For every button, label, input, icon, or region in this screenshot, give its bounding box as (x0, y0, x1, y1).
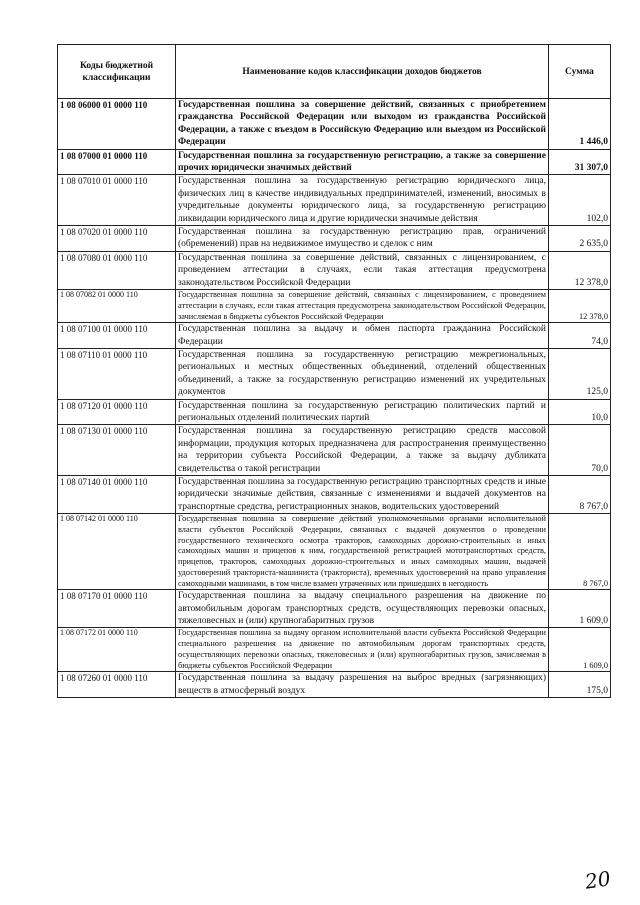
table-row (58, 590, 611, 628)
row-code: 1 08 06000 01 0000 110 (58, 99, 176, 150)
row-code: 1 08 07142 01 0000 110 (58, 514, 176, 590)
row-name: Государственная пошлина за совершение действий, связанных с лицензированием, с проведением аттестации в случаях, если такая аттестация предусмотрена законодательством Российской Федерации, зачисляемая в бюджеты субъектов Российской Федерации (176, 290, 549, 323)
header-name: Наименование кодов классификации доходов бюджетов (176, 45, 549, 99)
row-name: Государственная пошлина за выдачу и обмен паспорта гражданина Российской Федерации (176, 323, 549, 349)
table-header (58, 45, 611, 99)
row-code: 1 08 07140 01 0000 110 (58, 476, 176, 514)
row-sum: 10,0 (549, 399, 611, 425)
row-name: Государственная пошлина за государственную регистрацию, а также за совершение прочих юридически значимых действий (176, 149, 549, 175)
row-code: 1 08 07082 01 0000 110 (58, 290, 176, 323)
row-sum: 125,0 (549, 349, 611, 400)
row-code: 1 08 07020 01 0000 110 (58, 226, 176, 252)
row-name: Государственная пошлина за государственную регистрацию межрегиональных, региональных и местных общественных объединений, отделений общественных объединений, а также за государственную регистрацию изменений их учредительных документов (176, 349, 549, 400)
row-sum: 8 767,0 (549, 476, 611, 514)
row-name: Государственная пошлина за государственную регистрацию транспортных средств и иные юридически значимые действия, связанные с изменениями и выдачей документов на транспортные средства, регистрационных знаков, водительских удостоверений (176, 476, 549, 514)
budget-codes-table (57, 44, 611, 698)
row-sum: 1 446,0 (549, 99, 611, 150)
header-sum: Сумма (549, 45, 611, 99)
row-sum: 8 767,0 (549, 514, 611, 590)
table-row (58, 476, 611, 514)
row-sum: 70,0 (549, 425, 611, 476)
table-row (58, 251, 611, 289)
row-sum: 102,0 (549, 175, 611, 226)
table-row (58, 425, 611, 476)
table-row (58, 99, 611, 150)
row-sum: 12 378,0 (549, 251, 611, 289)
row-name: Государственная пошлина за выдачу специального разрешения на движение по автомобильным дорогам транспортных средств, осуществляющих перевозки опасных, тяжеловесных и (или) крупногабаритных грузов (176, 590, 549, 628)
row-name: Государственная пошлина за выдачу органом исполнительной власти субъекта Российской Федерации специального разрешения на движение по автомобильным дорогам транспортных средств, осуществляющих перевозки опасных, тяжеловесных и (или) крупногабаритных грузов, зачисляемая в бюджеты субъектов Российской Федерации (176, 628, 549, 672)
row-sum: 2 635,0 (549, 226, 611, 252)
row-code: 1 08 07000 01 0000 110 (58, 149, 176, 175)
row-code: 1 08 07100 01 0000 110 (58, 323, 176, 349)
row-code: 1 08 07130 01 0000 110 (58, 425, 176, 476)
table-row (58, 672, 611, 698)
row-code: 1 08 07010 01 0000 110 (58, 175, 176, 226)
row-code: 1 08 07120 01 0000 110 (58, 399, 176, 425)
row-name: Государственная пошлина за совершение действий, связанных с лицензированием, с проведением аттестации в случаях, если такая аттестация предусмотрена законодательством Российской Федерации (176, 251, 549, 289)
row-code: 1 08 07110 01 0000 110 (58, 349, 176, 400)
page-number: 20 (583, 866, 612, 894)
table-row (58, 349, 611, 400)
table-row (58, 323, 611, 349)
table-row (58, 226, 611, 252)
row-sum: 74,0 (549, 323, 611, 349)
row-name: Государственная пошлина за совершение действий, связанных с приобретением гражданства Российской Федерации или выходом из гражданства Российской Федерации, а также с въездом в Российскую Федерацию или выездом из Российской Федерации (176, 99, 549, 150)
table-row (58, 399, 611, 425)
row-sum: 31 307,0 (549, 149, 611, 175)
row-sum: 12 378,0 (549, 290, 611, 323)
row-sum: 1 609,0 (549, 590, 611, 628)
row-name: Государственная пошлина за государственную регистрацию прав, ограничений (обременений) прав на недвижимое имущество и сделок с ним (176, 226, 549, 252)
row-code: 1 08 07080 01 0000 110 (58, 251, 176, 289)
row-name: Государственная пошлина за государственную регистрацию средств массовой информации, продукция которых предназначена для распространения преимущественно на территории субъекта Российской Федерации, а также за выдачу дубликата свидетельства о такой регистрации (176, 425, 549, 476)
row-code: 1 08 07170 01 0000 110 (58, 590, 176, 628)
table-row (58, 514, 611, 590)
table-row (58, 290, 611, 323)
row-code: 1 08 07172 01 0000 110 (58, 628, 176, 672)
header-row (58, 45, 611, 99)
row-name: Государственная пошлина за совершение действий уполномоченными органами исполнительной власти субъектов Российской Федерации, связанных с выдачей документов о проведении государственного технического осмотра тракторов, самоходных дорожно-строительных и иных самоходных машин и прицепов к ним, государственной регистрацией мототранспортных средств, прицепов, тракторов, самоходных дорожно-строительных и иных самоходных машин, выдачей удостоверений тракториста-машиниста (тракториста), временных удостоверений на право управления самоходными машинами, в том числе взамен утраченных или пришедших в негодность (176, 514, 549, 590)
table-body (58, 99, 611, 698)
row-name: Государственная пошлина за выдачу разрешения на выброс вредных (загрязняющих) веществ в атмосферный воздух (176, 672, 549, 698)
table-row (58, 149, 611, 175)
table-row (58, 175, 611, 226)
row-sum: 1 609,0 (549, 628, 611, 672)
row-name: Государственная пошлина за государственную регистрацию политических партий и региональных отделений политических партий (176, 399, 549, 425)
header-code: Коды бюджетной классификации (58, 45, 176, 99)
row-name: Государственная пошлина за государственную регистрацию юридического лица, физических лиц в качестве индивидуальных предпринимателей, изменений, вносимых в учредительные документы юридического лица, за государственную регистрацию ликвидации юридического лица и другие юридически значимые действия (176, 175, 549, 226)
row-code: 1 08 07260 01 0000 110 (58, 672, 176, 698)
table-row (58, 628, 611, 672)
row-sum: 175,0 (549, 672, 611, 698)
